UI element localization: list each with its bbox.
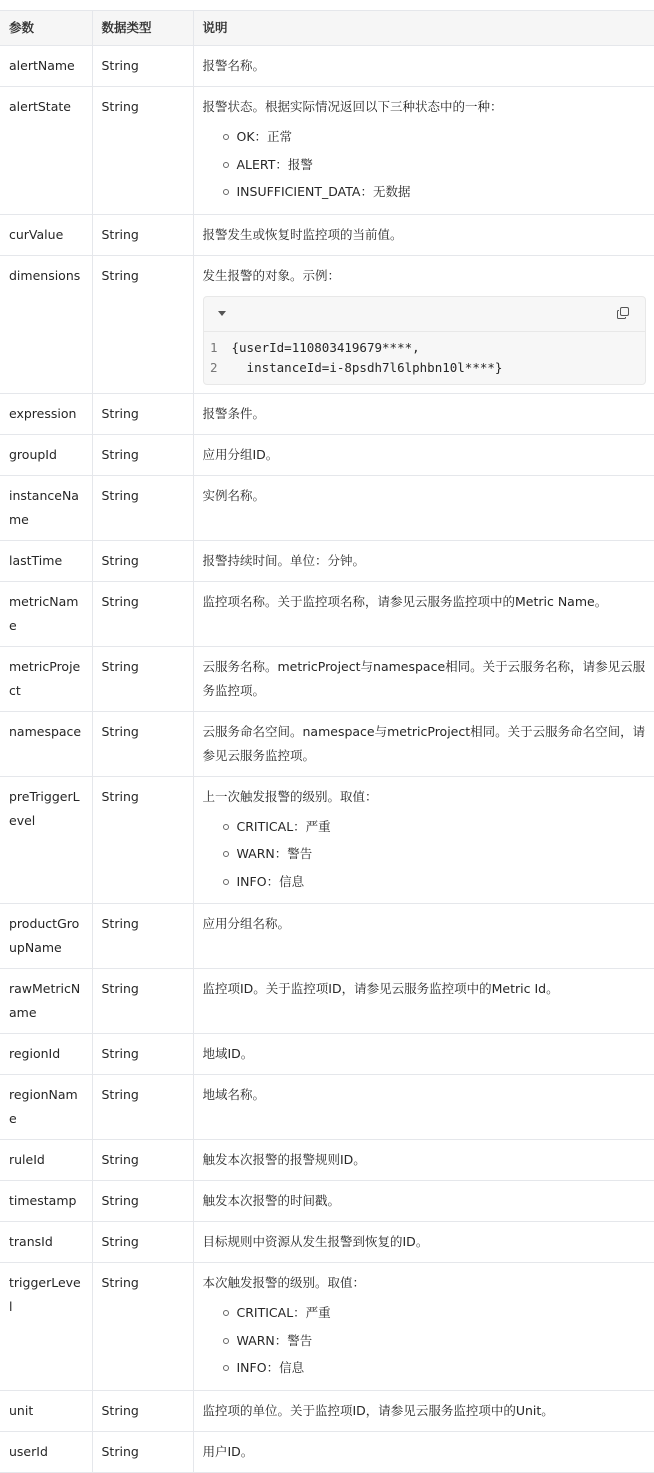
param-name: unit	[0, 1390, 92, 1431]
param-description: 监控项的单位。关于监控项ID，请参见云服务监控项中的Unit。	[202, 1402, 554, 1418]
table-row	[0, 434, 654, 475]
option-list	[203, 123, 647, 206]
param-name: groupId	[0, 434, 92, 475]
param-description: 实例名称。	[202, 487, 266, 503]
list-item: CRITICAL：严重	[237, 813, 647, 841]
param-description-cell	[193, 540, 654, 581]
param-description-cell	[193, 255, 654, 393]
param-description: 目标规则中资源从发生报警到恢复的ID。	[202, 1234, 429, 1249]
param-description: 地域ID。	[202, 1046, 254, 1061]
param-description-cell	[193, 969, 654, 1034]
table-row	[0, 969, 654, 1034]
param-description-cell	[193, 776, 654, 904]
list-item: INSUFFICIENT_DATA：无数据	[237, 178, 647, 206]
param-description-cell	[193, 1181, 654, 1222]
table-row	[0, 87, 654, 215]
param-description-cell	[193, 581, 654, 646]
param-name: namespace	[0, 711, 92, 776]
param-description-cell	[193, 1140, 654, 1181]
list-item: WARN：警告	[237, 840, 647, 868]
list-item: ALERT：报警	[237, 151, 647, 179]
list-item: CRITICAL：严重	[237, 1299, 647, 1327]
param-description: 报警持续时间。单位：分钟。	[202, 552, 366, 568]
param-description: 上一次触发报警的级别。取值：	[202, 788, 378, 804]
param-type: String	[92, 1140, 193, 1181]
param-description: 触发本次报警的时间戳。	[202, 1193, 341, 1208]
table-row	[0, 475, 654, 540]
param-description: 地域名称。	[202, 1087, 266, 1102]
code-text: instanceId=i-8psdh7l6lphbn10l****}	[231, 359, 503, 375]
table-header-row	[0, 11, 654, 46]
param-type: String	[92, 1075, 193, 1140]
table-row	[0, 1181, 654, 1222]
line-number: 2	[209, 359, 218, 375]
table-row	[0, 1034, 654, 1075]
code-block-header	[204, 297, 646, 332]
table-row	[0, 540, 654, 581]
param-description: 发生报警的对象。示例：	[202, 267, 341, 283]
param-type: String	[92, 1431, 193, 1472]
param-name: curValue	[0, 214, 92, 255]
param-name: transId	[0, 1222, 92, 1263]
table-row	[0, 1140, 654, 1181]
param-name: metricName	[0, 581, 92, 646]
param-name: preTriggerLevel	[0, 776, 92, 904]
code-line	[204, 358, 646, 378]
option-list	[203, 813, 647, 896]
list-item: INFO：信息	[237, 868, 647, 896]
param-name: alertName	[0, 46, 92, 87]
param-name: lastTime	[0, 540, 92, 581]
param-description-cell	[193, 475, 654, 540]
param-type: String	[92, 434, 193, 475]
param-name: regionName	[0, 1075, 92, 1140]
table-row	[0, 1263, 654, 1391]
param-description: 监控项ID。关于监控项ID，请参见云服务监控项中的Metric Id。	[202, 981, 559, 996]
line-number: 1	[209, 339, 218, 355]
table-row	[0, 581, 654, 646]
param-description: 本次触发报警的级别。取值：	[202, 1275, 366, 1290]
param-description: 云服务名称。metricProject与namespace相同。关于云服务名称，请参见云服务监控项。	[202, 658, 646, 698]
code-content	[204, 332, 646, 384]
param-description-cell	[193, 646, 654, 711]
param-description: 报警发生或恢复时监控项的当前值。	[202, 226, 403, 242]
param-name: rawMetricName	[0, 969, 92, 1034]
list-item: INFO：信息	[237, 1354, 647, 1382]
param-description: 报警名称。	[202, 58, 266, 73]
param-description-cell	[193, 711, 654, 776]
param-name: productGroupName	[0, 904, 92, 969]
header-type: 数据类型	[92, 11, 193, 46]
param-type: String	[92, 255, 193, 393]
param-type: String	[92, 46, 193, 87]
param-type: String	[92, 475, 193, 540]
table-row	[0, 711, 654, 776]
param-description: 监控项名称。关于监控项名称，请参见云服务监控项中的Metric Name。	[202, 593, 608, 609]
param-description-cell	[193, 87, 654, 215]
param-description-cell	[193, 1222, 654, 1263]
param-description-cell	[193, 46, 654, 87]
code-line	[204, 338, 646, 358]
param-name: regionId	[0, 1034, 92, 1075]
table-row	[0, 1390, 654, 1431]
table-row	[0, 46, 654, 87]
param-type: String	[92, 87, 193, 215]
parameters-table	[0, 10, 654, 1473]
copy-icon[interactable]	[617, 307, 629, 319]
code-text: {userId=110803419679****,	[231, 339, 420, 355]
list-item: WARN：警告	[237, 1327, 647, 1355]
param-type: String	[92, 904, 193, 969]
param-description: 触发本次报警的报警规则ID。	[202, 1152, 366, 1167]
table-row	[0, 776, 654, 904]
table-row	[0, 393, 654, 434]
param-type: String	[92, 1390, 193, 1431]
param-description-cell	[193, 904, 654, 969]
caret-down-icon[interactable]	[218, 311, 226, 316]
param-name: instanceName	[0, 475, 92, 540]
param-description: 云服务命名空间。namespace与metricProject相同。关于云服务命名空间，请参见云服务监控项。	[202, 723, 646, 763]
param-type: String	[92, 1181, 193, 1222]
table-row	[0, 1431, 654, 1472]
table-row	[0, 1075, 654, 1140]
param-type: String	[92, 1222, 193, 1263]
param-type: String	[92, 540, 193, 581]
param-type: String	[92, 214, 193, 255]
param-description-cell	[193, 214, 654, 255]
param-name: timestamp	[0, 1181, 92, 1222]
param-description-cell	[193, 1390, 654, 1431]
param-name: alertState	[0, 87, 92, 215]
param-description: 报警条件。	[202, 405, 266, 421]
param-description-cell	[193, 393, 654, 434]
param-type: String	[92, 711, 193, 776]
param-name: ruleId	[0, 1140, 92, 1181]
param-name: metricProject	[0, 646, 92, 711]
param-description-cell	[193, 1431, 654, 1472]
param-description-cell	[193, 1263, 654, 1391]
param-description-cell	[193, 1075, 654, 1140]
param-description-cell	[193, 434, 654, 475]
param-description-cell	[193, 1034, 654, 1075]
param-type: String	[92, 646, 193, 711]
param-name: triggerLevel	[0, 1263, 92, 1391]
param-type: String	[92, 1263, 193, 1391]
code-block	[203, 296, 647, 385]
param-name: expression	[0, 393, 92, 434]
table-row	[0, 646, 654, 711]
param-type: String	[92, 969, 193, 1034]
header-desc: 说明	[193, 11, 654, 46]
param-description: 用户ID。	[202, 1443, 254, 1459]
table-row	[0, 1222, 654, 1263]
param-type: String	[92, 581, 193, 646]
param-name: dimensions	[0, 255, 92, 393]
param-type: String	[92, 393, 193, 434]
param-description: 应用分组ID。	[202, 446, 279, 462]
table-row	[0, 904, 654, 969]
list-item: OK：正常	[237, 123, 647, 151]
param-description: 报警状态。根据实际情况返回以下三种状态中的一种：	[202, 99, 503, 114]
param-type: String	[92, 1034, 193, 1075]
table-row	[0, 214, 654, 255]
param-name: userId	[0, 1431, 92, 1472]
table-body	[0, 46, 654, 1473]
param-description: 应用分组名称。	[202, 916, 291, 931]
option-list	[203, 1299, 647, 1382]
header-param: 参数	[0, 11, 92, 46]
table-row	[0, 255, 654, 393]
param-type: String	[92, 776, 193, 904]
